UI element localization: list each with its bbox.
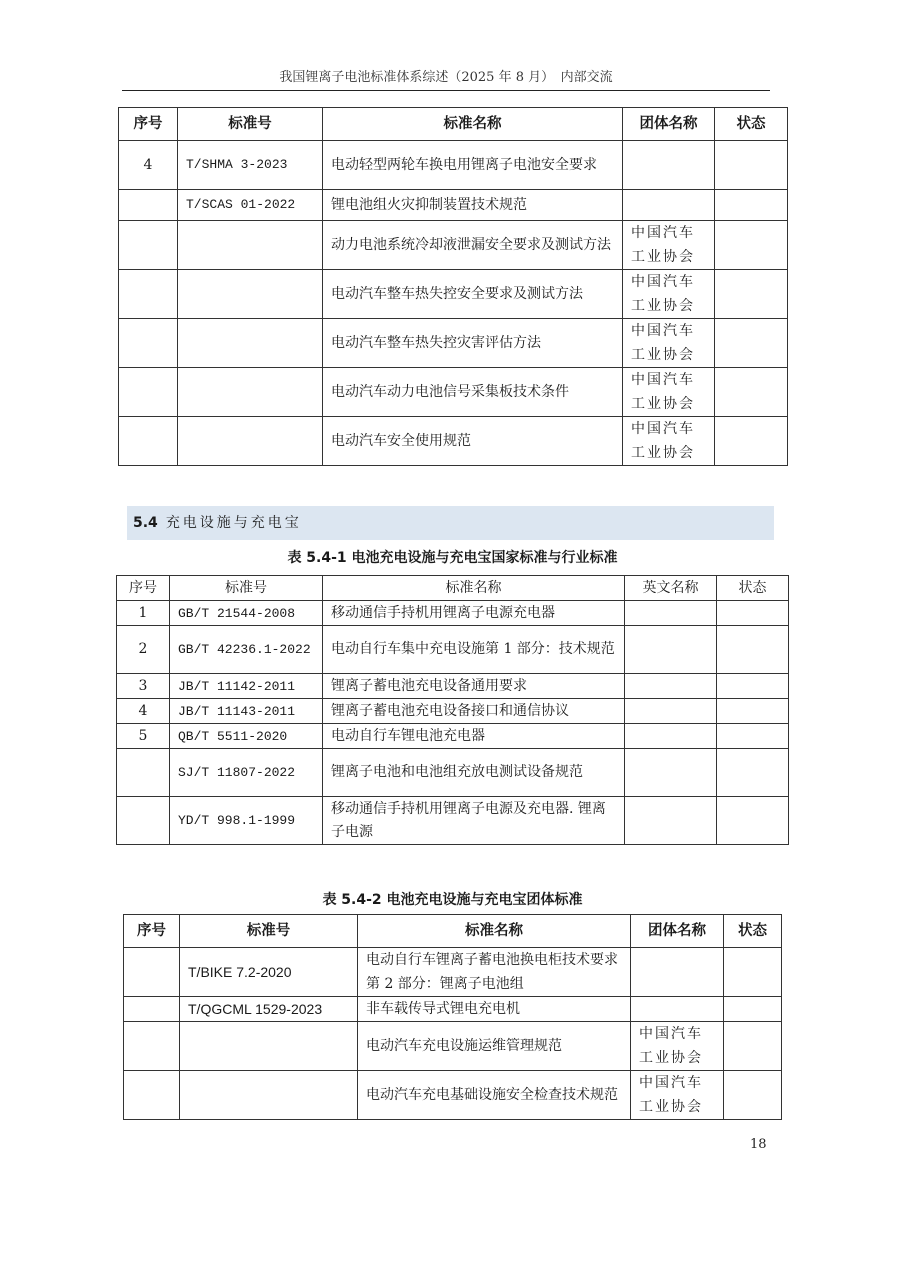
table-row xyxy=(117,699,789,724)
cell-no: 4 xyxy=(117,699,170,724)
cell-status xyxy=(717,699,789,724)
cell-name: 电动汽车充电基础设施安全检查技术规范 xyxy=(358,1071,631,1120)
cell-no: 3 xyxy=(117,674,170,699)
header-name: 标准名称 xyxy=(358,915,631,948)
cell-code xyxy=(180,1022,358,1071)
cell-code: JB/T 11143-2011 xyxy=(170,699,323,724)
cell-english-name xyxy=(625,601,717,626)
cell-org: 中国汽车工业协会 xyxy=(623,270,715,319)
table-row xyxy=(124,1071,782,1120)
cell-english-name xyxy=(625,724,717,749)
table-row xyxy=(119,270,788,319)
cell-name: 锂离子蓄电池充电设备通用要求 xyxy=(323,674,625,699)
cell-org: 中国汽车工业协会 xyxy=(623,368,715,417)
cell-code xyxy=(178,417,323,466)
cell-status xyxy=(715,270,788,319)
table-row xyxy=(119,368,788,417)
cell-no xyxy=(119,221,178,270)
cell-no xyxy=(124,1022,180,1071)
cell-no: 4 xyxy=(119,141,178,190)
cell-status xyxy=(715,221,788,270)
cell-name: 电动自行车集中充电设施第 1 部分：技术规范 xyxy=(323,626,625,674)
cell-no xyxy=(117,797,170,845)
cell-code xyxy=(178,221,323,270)
group-standards-table xyxy=(123,914,782,1120)
table-row xyxy=(117,797,789,845)
header-no: 序号 xyxy=(124,915,180,948)
cell-no xyxy=(119,319,178,368)
cell-status xyxy=(717,797,789,845)
table-row xyxy=(117,626,789,674)
cell-code: JB/T 11142-2011 xyxy=(170,674,323,699)
header-no: 序号 xyxy=(119,108,178,141)
cell-org: 中国汽车工业协会 xyxy=(631,1022,724,1071)
cell-no: 5 xyxy=(117,724,170,749)
cell-org xyxy=(623,190,715,221)
cell-english-name xyxy=(625,797,717,845)
table-row xyxy=(119,141,788,190)
cell-status xyxy=(717,626,789,674)
section-number: 5.4 xyxy=(133,515,158,531)
section-title: 充电设施与充电宝 xyxy=(165,515,302,531)
cell-code xyxy=(178,319,323,368)
cell-org: 中国汽车工业协会 xyxy=(623,417,715,466)
cell-status xyxy=(724,1071,782,1120)
cell-code xyxy=(178,368,323,417)
header-org: 团体名称 xyxy=(631,915,724,948)
cell-status xyxy=(715,417,788,466)
cell-no xyxy=(119,190,178,221)
cell-code: T/SHMA 3-2023 xyxy=(178,141,323,190)
header-code: 标准号 xyxy=(178,108,323,141)
cell-name: 锂离子电池和电池组充放电测试设备规范 xyxy=(323,749,625,797)
table-row xyxy=(117,724,789,749)
header-name: 标准名称 xyxy=(323,108,623,141)
cell-name: 非车载传导式锂电充电机 xyxy=(358,997,631,1022)
cell-org xyxy=(623,141,715,190)
cell-no xyxy=(124,1071,180,1120)
cell-status xyxy=(715,190,788,221)
cell-org: 中国汽车工业协会 xyxy=(623,221,715,270)
table-row xyxy=(119,417,788,466)
header-english-name: 英文名称 xyxy=(625,576,717,601)
table-header-row xyxy=(117,576,789,601)
cell-code: GB/T 21544-2008 xyxy=(170,601,323,626)
cell-name: 电动自行车锂电池充电器 xyxy=(323,724,625,749)
group-standards-table-continued xyxy=(118,107,788,466)
table-row xyxy=(124,1022,782,1071)
cell-code: T/SCAS 01-2022 xyxy=(178,190,323,221)
table-row xyxy=(124,948,782,997)
cell-org xyxy=(631,948,724,997)
cell-status xyxy=(724,948,782,997)
header-rule xyxy=(122,90,770,91)
national-industry-standards-table xyxy=(116,575,789,845)
cell-no xyxy=(119,270,178,319)
cell-no: 1 xyxy=(117,601,170,626)
table-caption: 表 5.4-1 电池充电设施与充电宝国家标准与行业标准 xyxy=(287,550,618,566)
page-header: 我国锂离子电池标准体系综述（2025 年 8 月） 内部交流 xyxy=(279,70,613,85)
table-row xyxy=(124,997,782,1022)
cell-code: T/QGCML 1529-2023 xyxy=(180,997,358,1022)
table-header-row xyxy=(119,108,788,141)
header-org: 团体名称 xyxy=(623,108,715,141)
cell-name: 动力电池系统冷却液泄漏安全要求及测试方法 xyxy=(323,221,623,270)
cell-name: 电动汽车动力电池信号采集板技术条件 xyxy=(323,368,623,417)
cell-name: 移动通信手持机用锂离子电源充电器 xyxy=(323,601,625,626)
header-code: 标准号 xyxy=(170,576,323,601)
cell-no xyxy=(124,948,180,997)
header-status: 状态 xyxy=(717,576,789,601)
cell-org: 中国汽车工业协会 xyxy=(623,319,715,368)
cell-name: 电动汽车充电设施运维管理规范 xyxy=(358,1022,631,1071)
page-number: 18 xyxy=(750,1137,767,1152)
header-code: 标准号 xyxy=(180,915,358,948)
cell-no xyxy=(117,749,170,797)
section-heading xyxy=(127,506,774,540)
cell-status xyxy=(717,674,789,699)
cell-code xyxy=(180,1071,358,1120)
cell-name: 锂离子蓄电池充电设备接口和通信协议 xyxy=(323,699,625,724)
cell-status xyxy=(724,997,782,1022)
cell-no xyxy=(124,997,180,1022)
cell-code: T/BIKE 7.2-2020 xyxy=(180,948,358,997)
table-row xyxy=(119,319,788,368)
cell-english-name xyxy=(625,749,717,797)
table-row xyxy=(119,190,788,221)
cell-status xyxy=(717,724,789,749)
cell-english-name xyxy=(625,699,717,724)
table-caption: 表 5.4-2 电池充电设施与充电宝团体标准 xyxy=(322,892,583,908)
header-name: 标准名称 xyxy=(323,576,625,601)
header-status: 状态 xyxy=(724,915,782,948)
cell-status xyxy=(717,749,789,797)
cell-status xyxy=(715,368,788,417)
cell-code: SJ/T 11807-2022 xyxy=(170,749,323,797)
cell-name: 电动汽车安全使用规范 xyxy=(323,417,623,466)
cell-code xyxy=(178,270,323,319)
cell-org xyxy=(631,997,724,1022)
cell-no xyxy=(119,417,178,466)
header-status: 状态 xyxy=(715,108,788,141)
table-row xyxy=(119,221,788,270)
header-no: 序号 xyxy=(117,576,170,601)
cell-code: QB/T 5511-2020 xyxy=(170,724,323,749)
cell-name: 电动轻型两轮车换电用锂离子电池安全要求 xyxy=(323,141,623,190)
cell-name: 电动汽车整车热失控安全要求及测试方法 xyxy=(323,270,623,319)
cell-code: GB/T 42236.1-2022 xyxy=(170,626,323,674)
cell-no xyxy=(119,368,178,417)
cell-status xyxy=(715,141,788,190)
cell-org: 中国汽车工业协会 xyxy=(631,1071,724,1120)
cell-status xyxy=(715,319,788,368)
cell-name: 移动通信手持机用锂离子电源及充电器. 锂离子电源 xyxy=(323,797,625,845)
cell-english-name xyxy=(625,674,717,699)
cell-name: 电动汽车整车热失控灾害评估方法 xyxy=(323,319,623,368)
table-row xyxy=(117,601,789,626)
cell-no: 2 xyxy=(117,626,170,674)
cell-name: 电动自行车锂离子蓄电池换电柜技术要求 第 2 部分：锂离子电池组 xyxy=(358,948,631,997)
cell-name: 锂电池组火灾抑制装置技术规范 xyxy=(323,190,623,221)
table-row xyxy=(117,749,789,797)
cell-status xyxy=(724,1022,782,1071)
cell-code: YD/T 998.1-1999 xyxy=(170,797,323,845)
table-header-row xyxy=(124,915,782,948)
table-row xyxy=(117,674,789,699)
cell-status xyxy=(717,601,789,626)
cell-english-name xyxy=(625,626,717,674)
